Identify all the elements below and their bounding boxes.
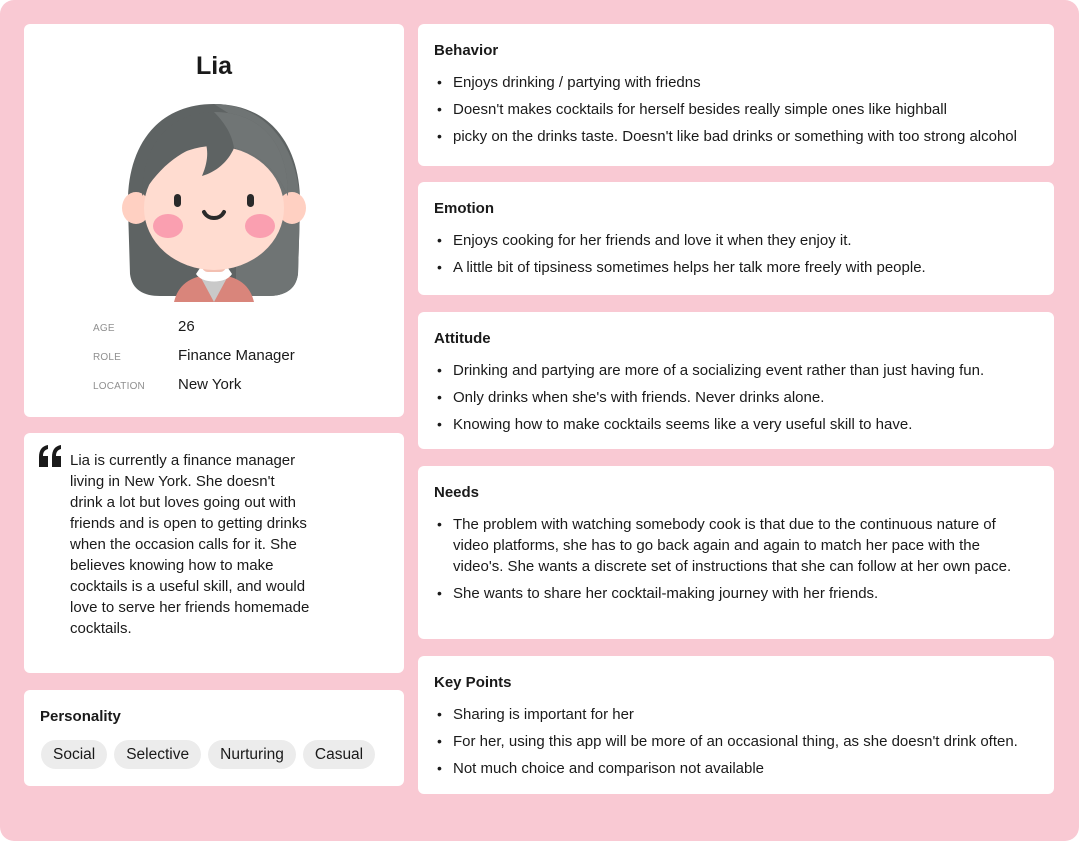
personality-tag: Casual (303, 740, 375, 769)
list-item: • picky on the drinks taste. Doesn't like bad drinks or something with too strong alcohol (434, 126, 1046, 147)
persona-quote: Lia is currently a finance manager living in New York. She doesn't drink a lot but loves going out with friends and is open to getting drinks when the occasion calls for it. She believes knowing how to make cocktails is a useful skill, and would love to serve her friends homemade cocktails. (70, 452, 310, 637)
list-item: • Not much choice and comparison not available (434, 758, 1046, 779)
list-item: • The problem with watching somebody cook is that due to the continuous nature of video platforms, she has to go back again and again to match her pace with the video's. She wants a discrete set of instructions that she can follow at her own pace. (434, 514, 1024, 577)
list-item: • A little bit of tipsiness sometimes helps her talk more freely with people. (434, 257, 1046, 278)
emotion-card (418, 182, 1054, 295)
list-item: • Drinking and partying are more of a socializing event rather than just having fun. (434, 360, 1046, 381)
list-item: • She wants to share her cocktail-making journey with her friends. (434, 583, 1046, 604)
bullet-list (434, 514, 1046, 610)
bullet-list (434, 230, 1046, 284)
list-item: • Enjoys drinking / partying with friedns (434, 72, 1046, 93)
bullet-list (434, 360, 1046, 441)
section-title: Attitude (434, 330, 491, 347)
personality-tag: Social (41, 740, 107, 769)
quote-card (24, 433, 404, 673)
bullet-list (434, 72, 1046, 153)
list-item: • Knowing how to make cocktails seems like a very useful skill to have. (434, 414, 1046, 435)
quote-icon (38, 445, 62, 467)
avatar (116, 98, 312, 302)
needs-card (418, 466, 1054, 639)
bullet-list (434, 704, 1046, 785)
behavior-card (418, 24, 1054, 166)
list-item: • Doesn't makes cocktails for herself besides really simple ones like highball (434, 99, 1046, 120)
info-label: AGE (93, 323, 115, 334)
persona-name: Lia (195, 52, 233, 80)
list-item: • For her, using this app will be more of an occasional thing, as she doesn't drink often. (434, 731, 1046, 752)
info-value: 26 (178, 318, 195, 335)
section-title: Behavior (434, 42, 499, 59)
section-title: Needs (434, 484, 480, 501)
list-item: • Only drinks when she's with friends. Never drinks alone. (434, 387, 1046, 408)
info-value: New York (178, 376, 242, 393)
section-title: Emotion (434, 200, 494, 217)
personality-tag: Nurturing (208, 740, 296, 769)
info-label: LOCATION (93, 381, 145, 392)
key-points-card (418, 656, 1054, 794)
personality-tag: Selective (114, 740, 201, 769)
info-label: ROLE (93, 352, 122, 363)
personality-card (24, 690, 404, 786)
section-title: Key Points (434, 674, 512, 691)
attitude-card (418, 312, 1054, 449)
profile-card (24, 24, 404, 417)
list-item: • Enjoys cooking for her friends and love it when they enjoy it. (434, 230, 1046, 251)
personality-tags (41, 740, 375, 769)
list-item: • Sharing is important for her (434, 704, 1046, 725)
info-value: Finance Manager (178, 347, 295, 364)
section-title: Personality (40, 708, 121, 725)
